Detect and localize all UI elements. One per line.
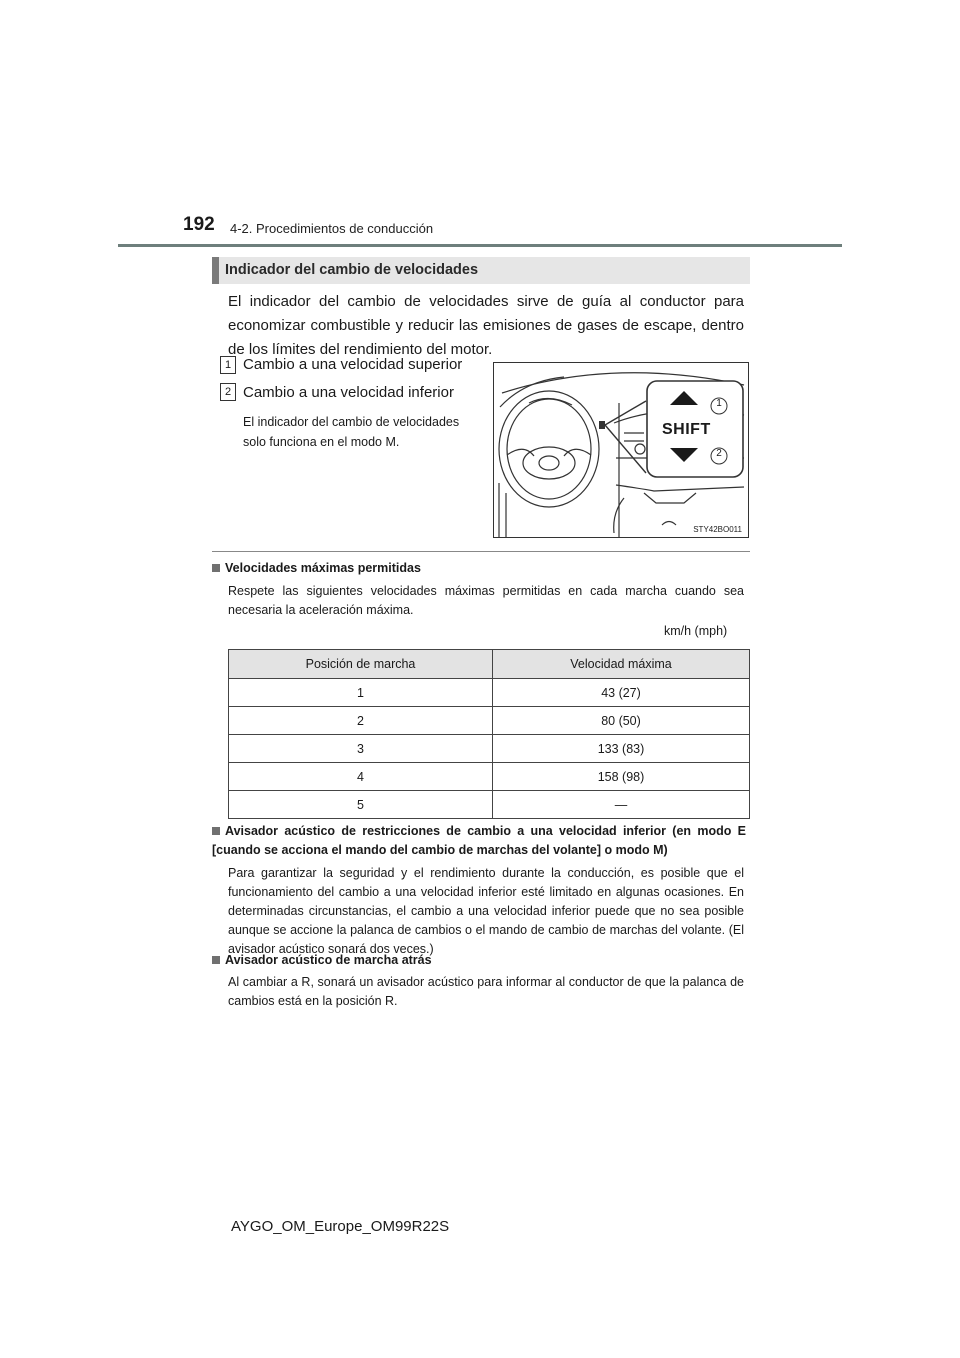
document-code: AYGO_OM_Europe_OM99R22S xyxy=(231,1218,450,1235)
section-breadcrumb: 4-2. Procedimientos de conducción xyxy=(230,221,434,236)
header-divider xyxy=(118,244,842,247)
shift-indicator-illustration xyxy=(493,362,749,538)
max-speed-table xyxy=(228,649,750,819)
item-number-2: 2 xyxy=(220,383,236,401)
section-divider xyxy=(212,551,750,552)
downshift-warning-heading: Avisador acústico de restricciones de cambio a una velocidad inferior (en modo E [cuando se acciona el mando del cambio de marchas del volante] o modo M) xyxy=(212,824,746,857)
table-row: 2 80 (50) xyxy=(229,707,750,735)
page-number: 192 xyxy=(183,214,215,235)
column-header-gear: Posición de marcha xyxy=(229,650,493,679)
max-speeds-text: Respete las siguientes velocidades máximas permitidas en cada marcha cuando sea necesaria la aceleración máxima. xyxy=(228,584,744,617)
section-heading-accent xyxy=(212,257,219,284)
max-speeds-heading: Velocidades máximas permitidas xyxy=(212,561,421,575)
column-header-speed: Velocidad máxima xyxy=(493,650,750,679)
reverse-warning-text: Al cambiar a R, sonará un avisador acústico para informar al conductor de que la palanca de cambios está en la posición R. xyxy=(228,975,744,1008)
item-number-1: 1 xyxy=(220,356,236,374)
table-row: 5 — xyxy=(229,791,750,819)
item-label-downshift: Cambio a una velocidad inferior xyxy=(243,384,454,401)
callout-2: 2 xyxy=(716,448,722,459)
item-label-upshift: Cambio a una velocidad superior xyxy=(243,356,463,373)
callout-1: 1 xyxy=(716,398,722,409)
intro-paragraph: El indicador del cambio de velocidades sirve de guía al conductor para economizar combustible y reducir las emisiones de gases de escape, dentro de los límites del rendimiento del motor. xyxy=(228,293,744,358)
dashboard-drawing xyxy=(494,363,749,538)
square-bullet-icon xyxy=(212,564,220,572)
section-title: Indicador del cambio de velocidades xyxy=(225,262,479,278)
square-bullet-icon xyxy=(212,827,220,835)
downshift-warning-text: Para garantizar la seguridad y el rendimiento durante la conducción, es posible que el funcionamiento del cambio a una velocidad inferior esté limitado en algunas ocasiones. En determinadas circunstancias, el cambio a una velocidad inferior puede que no sea posible aunque se accione la palanca de cambios o el mando de cambio de marchas del volante. (El avisador acústico sonará dos veces.) xyxy=(228,866,744,956)
shift-label: SHIFT xyxy=(662,421,711,438)
table-row: 4 158 (98) xyxy=(229,763,750,791)
table-row: 3 133 (83) xyxy=(229,735,750,763)
square-bullet-icon xyxy=(212,956,220,964)
reverse-warning-heading: Avisador acústico de marcha atrás xyxy=(212,953,432,967)
figure-code: STY42BO011 xyxy=(693,525,742,534)
table-row: 1 43 (27) xyxy=(229,679,750,707)
speed-unit: km/h (mph) xyxy=(664,624,728,638)
mode-note: El indicador del cambio de velocidades solo funciona en el modo M. xyxy=(243,415,460,449)
